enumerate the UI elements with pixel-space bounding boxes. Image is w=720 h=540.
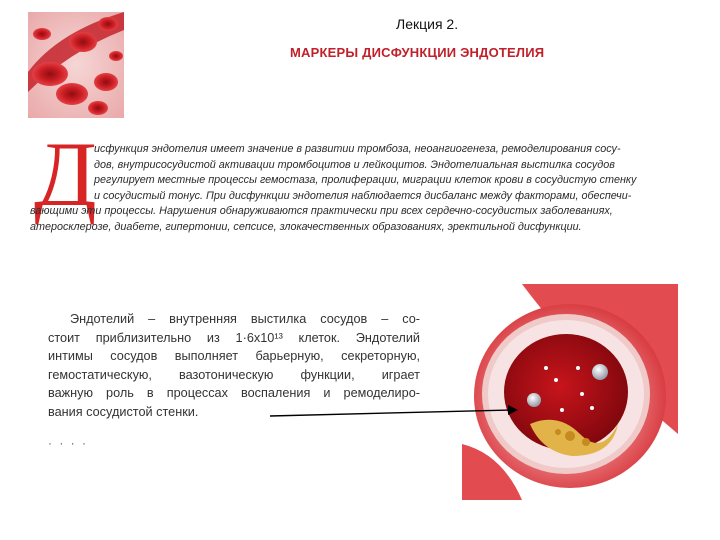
definition-line: стоит приблизительно из 1·6х10¹³ клеток. Эндотелий: [48, 330, 420, 345]
intro-line: атеросклерозе, диабете, гипертонии, сепсисе, злокачественных образованиях, эректильной дисфункции.: [30, 220, 582, 233]
red-blood-cells-image: [28, 12, 124, 118]
definition-line: важную роль в процессах воспаления и ремоделиро-: [48, 386, 420, 401]
intro-line: вающими эти процессы. Нарушения обнаруживаются практически при всех сердечно-сосудистых заболеваниях,: [30, 205, 613, 217]
definition-line: гемостатическую, вазотоническую функции, играет: [48, 367, 420, 382]
intro-line: исфункция эндотелия имеет значение в развитии тромбоза, неоангиогенеза, ремоделирования сосу-: [94, 143, 621, 155]
lecture-number: Лекция 2.: [396, 16, 459, 32]
definition-line: интимы сосудов выполняет барьерную, секреторную,: [48, 349, 420, 364]
page-title: МАРКЕРЫ ДИСФУНКЦИИ ЭНДОТЕЛИЯ: [290, 45, 545, 60]
definition-line: вания сосудистой стенки.: [48, 404, 199, 419]
blood-vessel-cross-section-image: [462, 284, 678, 500]
endothelium-definition: [48, 310, 420, 422]
definition-line: Эндотелий – внутренняя выстилка сосудов – со-: [70, 312, 420, 326]
intro-line: дов, внутрисосудистой активации тромбоцитов и лейкоцитов. Эндотелиальная выстилка сосудов: [94, 158, 615, 171]
decorative-dots: · · · ·: [48, 436, 88, 450]
drop-cap-letter: Д: [34, 123, 97, 225]
intro-line: и сосудистый тонус. При дисфункции эндотелия наблюдается дисбаланс между факторами, обеспечи-: [94, 189, 632, 202]
intro-line: регулирует местные процессы гемостаза, пролиферации, миграции клеток крови в сосудистую стенку: [94, 174, 637, 186]
intro-paragraph: [30, 142, 710, 235]
